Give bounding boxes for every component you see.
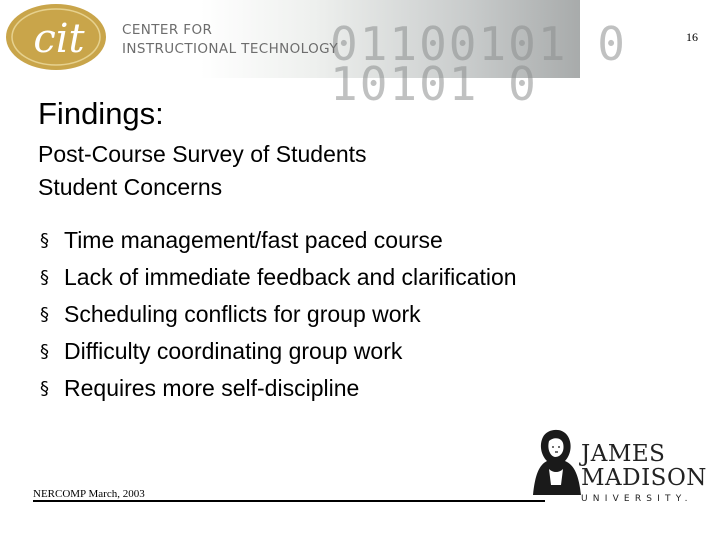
list-item	[40, 259, 517, 296]
bullet-icon: §	[40, 267, 49, 288]
logo-text: cit	[33, 16, 85, 62]
list-item	[40, 333, 517, 370]
banner-binary-pattern	[330, 4, 627, 111]
list-item	[40, 222, 517, 259]
subtitle-survey: Post-Course Survey of Students	[38, 141, 367, 167]
bullet-icon: §	[40, 304, 49, 325]
slide-title: Findings:	[38, 96, 164, 131]
cit-logo	[4, 2, 114, 72]
madison-portrait-icon	[525, 425, 587, 497]
list-item-text: Difficulty coordinating group work	[64, 338, 403, 364]
list-item-text: Requires more self-discipline	[64, 375, 360, 401]
footer-text: NERCOMP March, 2003	[33, 488, 145, 500]
center-name-line1: CENTER FOR	[122, 22, 213, 38]
list-item	[40, 296, 517, 333]
footer-divider	[33, 500, 545, 502]
center-name	[122, 21, 338, 59]
header-banner	[0, 0, 627, 111]
university-wordmark	[581, 442, 707, 506]
binary-row-1: 01100101 0	[330, 17, 627, 71]
list-item	[40, 370, 517, 407]
university-line2: MADISON	[581, 465, 707, 491]
page-number: 16	[686, 30, 698, 44]
concerns-list	[40, 222, 517, 407]
bullet-icon: §	[40, 378, 49, 399]
university-line3: UNIVERSITY.	[581, 494, 693, 504]
list-item-text: Time management/fast paced course	[64, 227, 443, 253]
list-item-text: Lack of immediate feedback and clarification	[64, 264, 517, 290]
university-line1: JAMES	[581, 441, 666, 467]
bullet-icon: §	[40, 341, 49, 362]
subtitle-concerns: Student Concerns	[38, 174, 223, 200]
bullet-icon: §	[40, 230, 49, 251]
binary-row-2: 10101 0	[330, 57, 538, 111]
center-name-line2: INSTRUCTIONAL TECHNOLOGY	[122, 41, 338, 57]
list-item-text: Scheduling conflicts for group work	[64, 301, 421, 327]
